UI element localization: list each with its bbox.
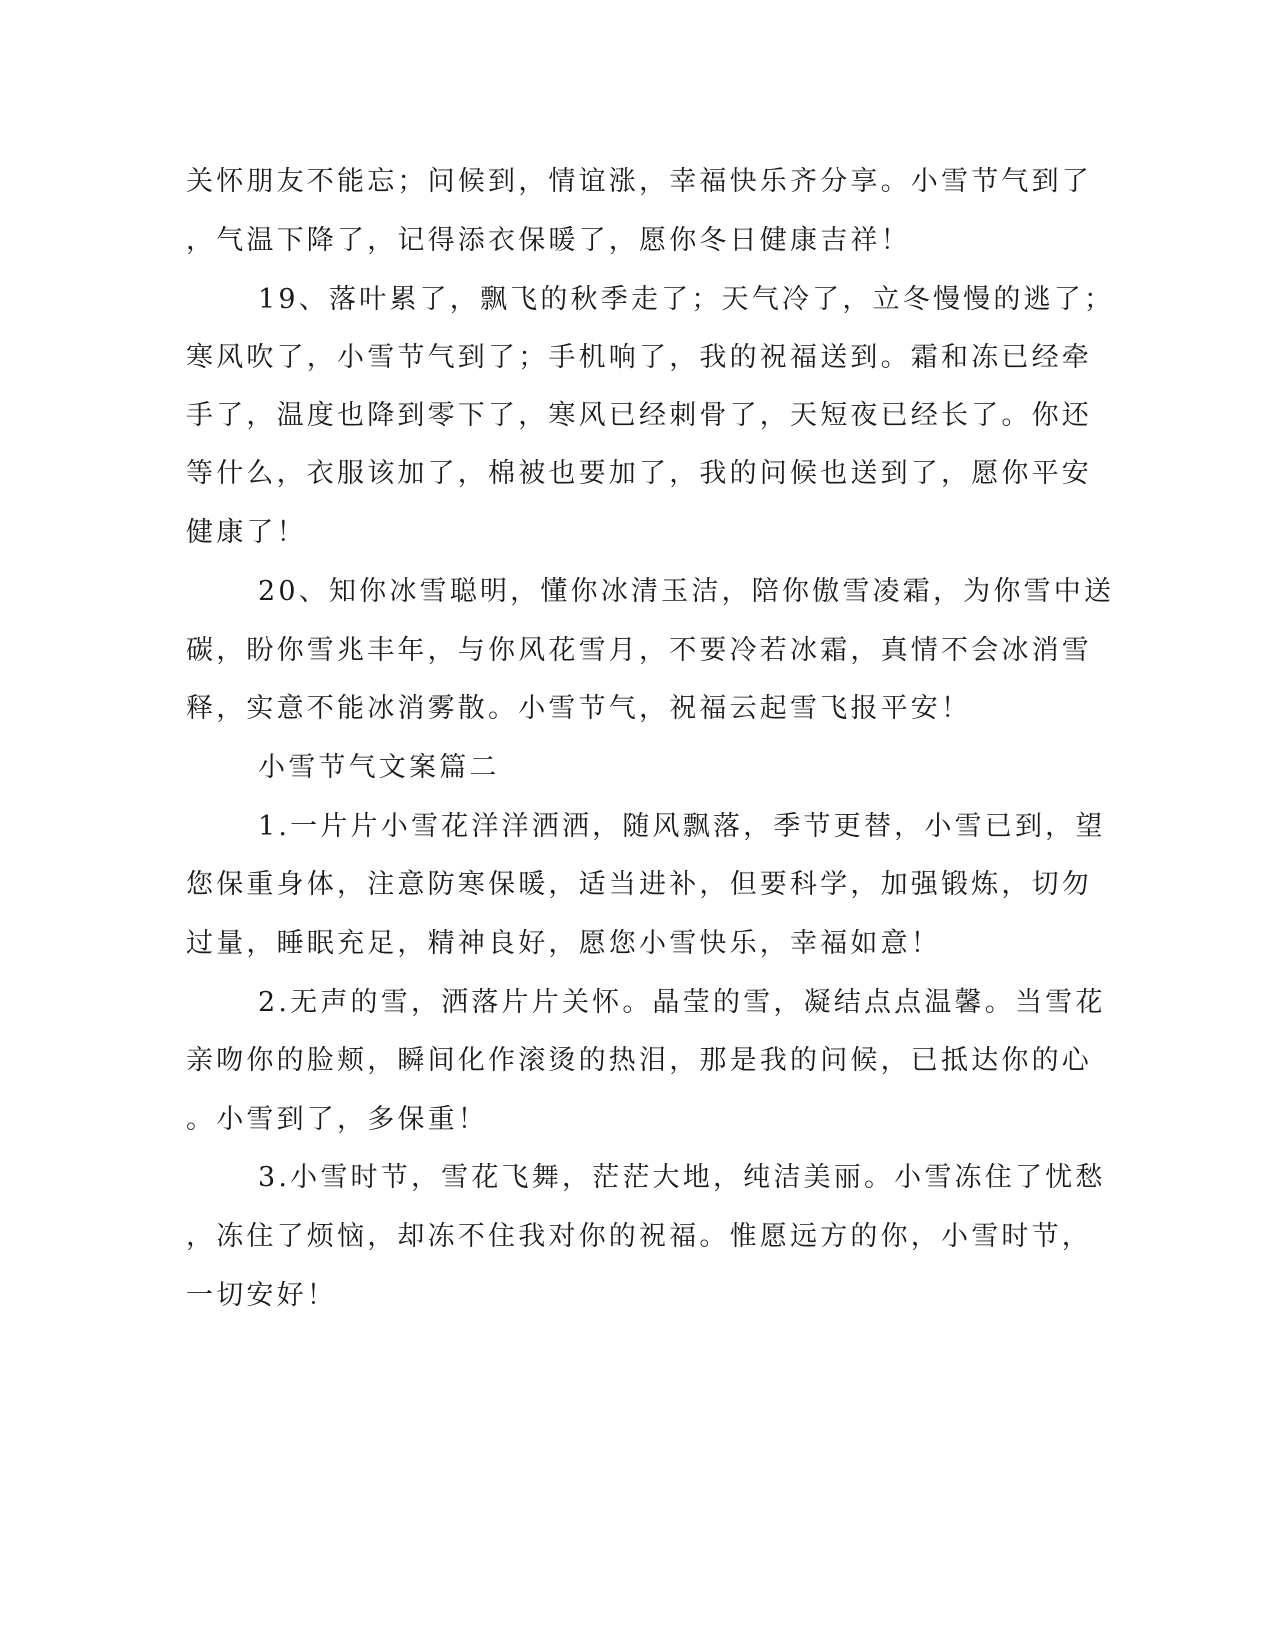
text-line: 健康了！ <box>186 517 307 548</box>
text-line: 您保重身体，注意防寒保暖，适当进补，但要科学，加强锻炼，切勿 <box>186 869 1092 900</box>
text-line: ，冻住了烦恼，却冻不住我对你的祝福。惟愿远方的你，小雪时节， <box>186 1221 1092 1252</box>
text-line: 亲吻你的脸颊，瞬间化作滚烫的热泪，那是我的问候，已抵达你的心 <box>186 1045 1092 1076</box>
text-line: 。小雪到了，多保重！ <box>186 1104 488 1135</box>
text-line: 碳，盼你雪兆丰年，与你风花雪月，不要冷若冰霜，真情不会冰消雪 <box>186 635 1092 666</box>
text-line: 等什么，衣服该加了，棉被也要加了，我的问候也送到了，愿你平安 <box>186 458 1092 489</box>
text-line: 一切安好！ <box>186 1280 337 1311</box>
text-line: 释，实意不能冰消雾散。小雪节气，祝福云起雪飞报平安！ <box>186 693 972 724</box>
paragraph-2-start: 2.无声的雪，洒落片片关怀。晶莹的雪，凝结点点温馨。当雪花 <box>258 987 1106 1018</box>
paragraph-19-start: 19、落叶累了，飘飞的秋季走了；天气冷了，立冬慢慢的逃了； <box>258 284 1115 315</box>
paragraph-1-start: 1.一片片小雪花洋洋洒洒，随风飘落，季节更替，小雪已到，望 <box>258 811 1106 842</box>
text-line: 过量，睡眠充足，精神良好，愿您小雪快乐，幸福如意！ <box>186 928 941 959</box>
text-line: 手了，温度也降到零下了，寒风已经刺骨了，天短夜已经长了。你还 <box>186 400 1092 431</box>
text-line: 寒风吹了，小雪节气到了；手机响了，我的祝福送到。霜和冻已经牵 <box>186 342 1092 373</box>
text-line: 关怀朋友不能忘；问候到，情谊涨，幸福快乐齐分享。小雪节气到了 <box>186 166 1092 197</box>
section-heading: 小雪节气文案篇二 <box>258 752 500 783</box>
text-line: ，气温下降了，记得添衣保暖了，愿你冬日健康吉祥！ <box>186 225 911 256</box>
paragraph-20-start: 20、知你冰雪聪明，懂你冰清玉洁，陪你傲雪凌霜，为你雪中送 <box>258 576 1115 607</box>
paragraph-3-start: 3.小雪时节，雪花飞舞，茫茫大地，纯洁美丽。小雪冻住了忧愁 <box>258 1162 1106 1193</box>
